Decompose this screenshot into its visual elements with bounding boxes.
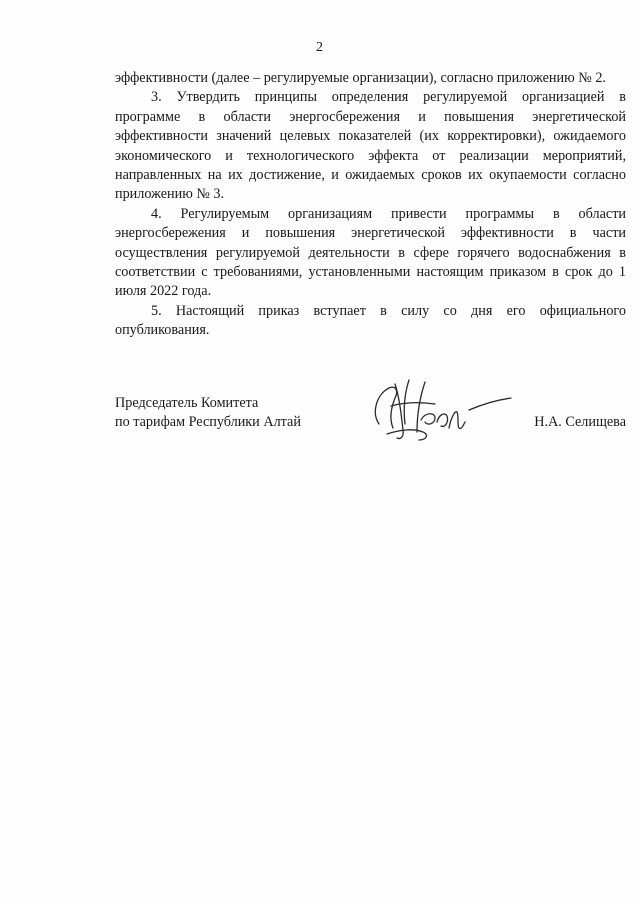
signatory-title-line-1: Председатель Комитета	[115, 395, 259, 411]
signatory-title-line-2: по тарифам Республики Алтай	[115, 414, 301, 431]
signatory-name: Н.А. Селищева	[534, 414, 626, 430]
paragraph-item-4: 4. Регулируемым организациям привести программы в области энергосбережения и повышения энергетической эффективности в части осуществления регулируемой деятельности в сфере горячего водоснабжения в соответствии с требованиями, установленными настоящим приказом в срок до 1 июля 2022 года.	[115, 205, 626, 300]
page-number: 2	[316, 40, 323, 55]
paragraph-item-5: 5. Настоящий приказ вступает в силу со дня его официального опубликования.	[115, 302, 626, 339]
handwritten-signature	[365, 372, 515, 452]
signature-block	[115, 394, 626, 454]
signatory-title	[115, 394, 301, 433]
paragraph-continuation: эффективности (далее – регулируемые организации), согласно приложению № 2.	[115, 70, 606, 86]
paragraph-item-3: 3. Утвердить принципы определения регулируемой организацией в программе в области энергосбережения и повышения энергетической эффективности значений целевых показателей (их корректировки), ожидаемого экономического и технологического эффекта от реализации мероприятий, направленных на их достижение, и ожидаемых сроков их окупаемости согласно приложению № 3.	[115, 89, 626, 203]
document-body	[115, 69, 626, 341]
